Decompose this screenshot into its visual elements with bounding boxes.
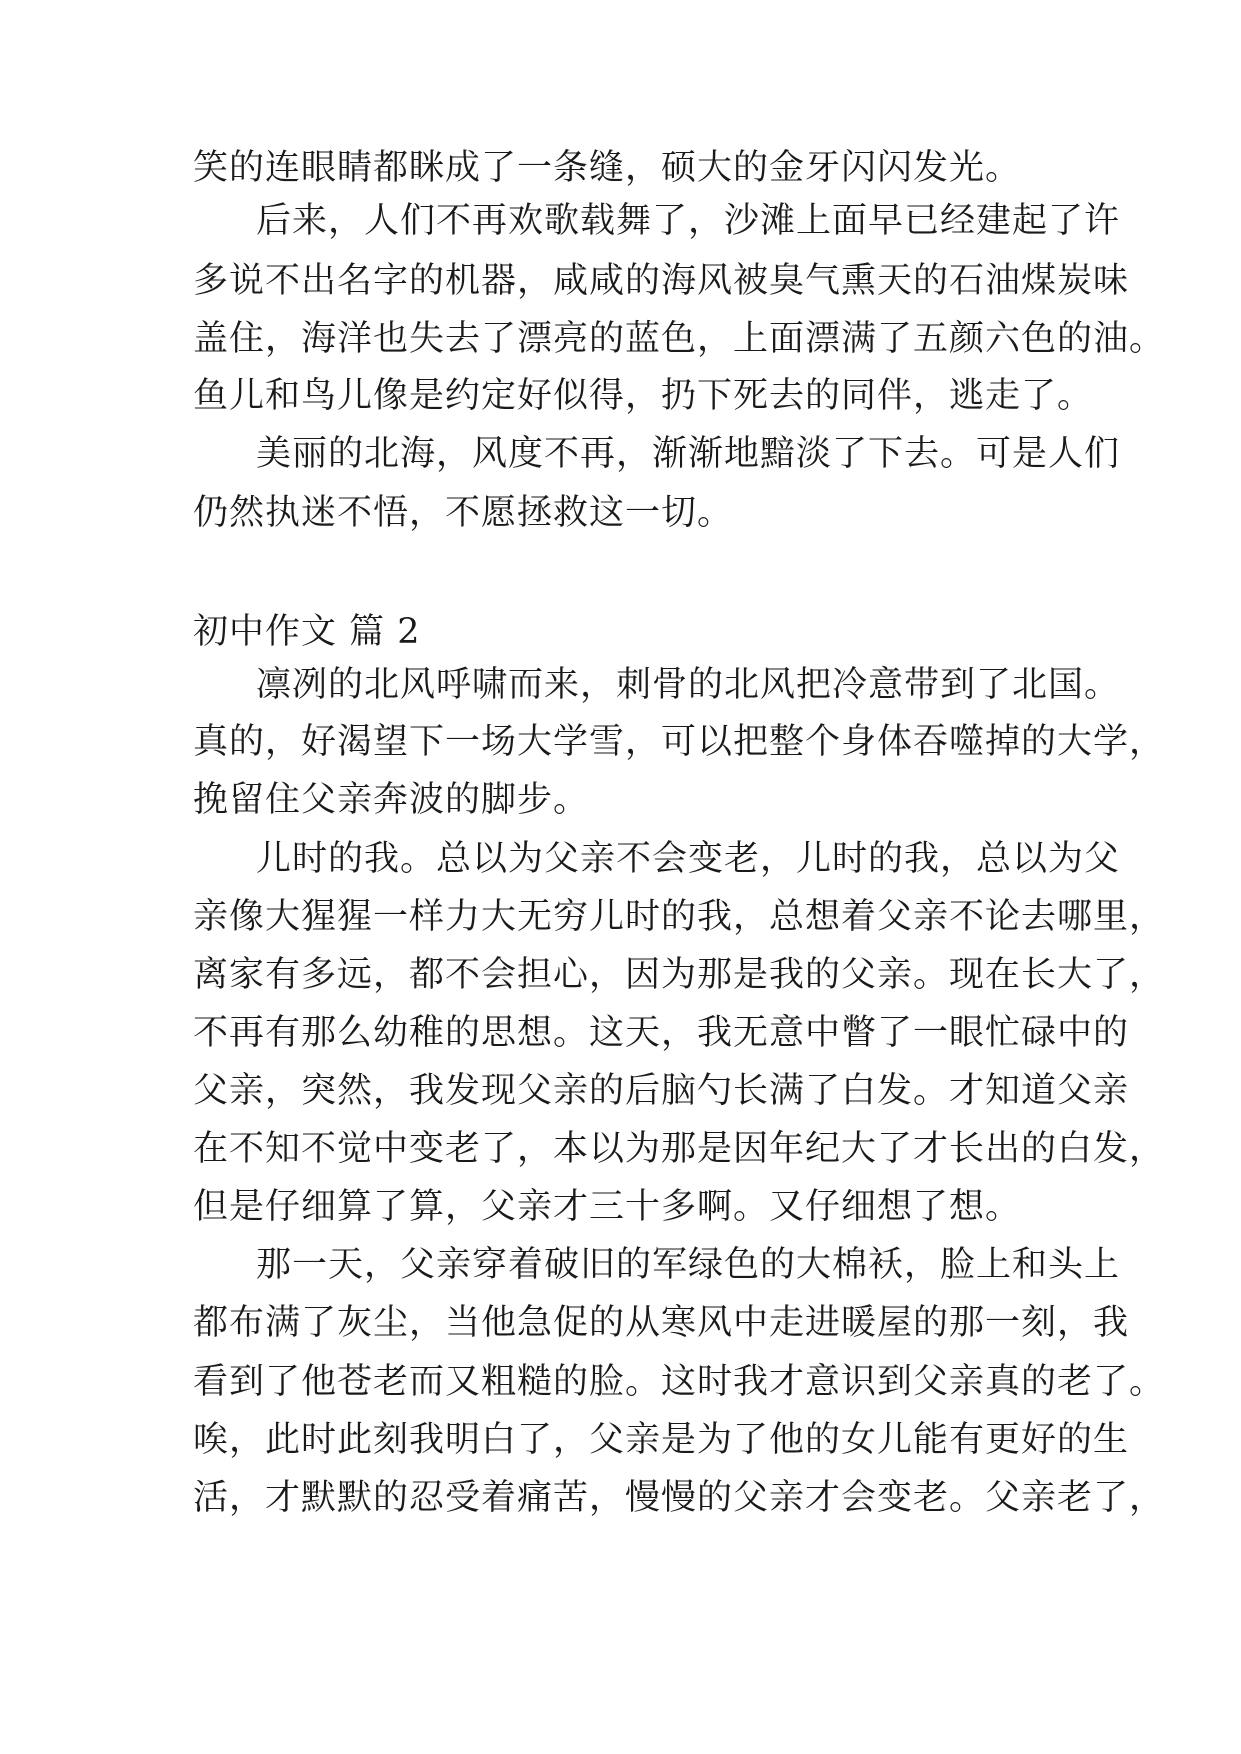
- paragraph-line: 都布满了灰尘，当他急促的从寒风中走进暖屋的那一刻，我: [193, 1303, 1130, 1343]
- paragraph-line: 儿时的我。总以为父亲不会变老，儿时的我，总以为父: [256, 839, 1121, 879]
- paragraph-line: 多说不出名字的机器，咸咸的海风被臭气熏天的石油煤炭味: [193, 261, 1130, 301]
- paragraph-line: 父亲，突然，我发现父亲的后脑勺长满了白发。才知道父亲: [193, 1071, 1130, 1111]
- paragraph-line: 真的，好渴望下一场大学雪，可以把整个身体吞噬掉的大学，: [193, 722, 1166, 762]
- paragraph-line: 那一天，父亲穿着破旧的军绿色的大棉袄，脸上和头上: [256, 1245, 1121, 1285]
- paragraph-line: 亲像大猩猩一样力大无穷儿时的我，总想着父亲不论去哪里，: [193, 897, 1166, 937]
- paragraph-line: 不再有那么幼稚的思想。这天，我无意中瞥了一眼忙碌中的: [193, 1013, 1130, 1053]
- paragraph-line: 笑的连眼睛都眯成了一条缝，硕大的金牙闪闪发光。: [193, 148, 1022, 188]
- paragraph-line: 挽留住父亲奔波的脚步。: [193, 780, 590, 820]
- paragraph-line: 盖住，海洋也失去了漂亮的蓝色，上面漂满了五颜六色的油。: [193, 319, 1166, 359]
- paragraph-line: 鱼儿和鸟儿像是约定好似得，扔下死去的同伴，逃走了。: [193, 376, 1094, 416]
- section-heading: 初中作文 篇 2: [193, 612, 421, 652]
- paragraph-line: 但是仔细算了算，父亲才三十多啊。又仔细想了想。: [193, 1187, 1022, 1227]
- paragraph-line: 凛冽的北风呼啸而来，刺骨的北风把冷意带到了北国。: [256, 665, 1121, 705]
- paragraph-line: 在不知不觉中变老了，本以为那是因年纪大了才长出的白发，: [193, 1129, 1166, 1169]
- paragraph-line: 离家有多远，都不会担心，因为那是我的父亲。现在长大了，: [193, 955, 1166, 995]
- paragraph-line: 美丽的北海，风度不再，渐渐地黯淡了下去。可是人们: [256, 434, 1121, 474]
- paragraph-line: 活，才默默的忍受着痛苦，慢慢的父亲才会变老。父亲老了，: [193, 1478, 1166, 1518]
- paragraph-line: 看到了他苍老而又粗糙的脸。这时我才意识到父亲真的老了。: [193, 1362, 1166, 1402]
- paragraph-line: 仍然执迷不悟，不愿拯救这一切。: [193, 493, 734, 533]
- paragraph-line: 唉，此时此刻我明白了，父亲是为了他的女儿能有更好的生: [193, 1420, 1130, 1460]
- paragraph-line: 后来，人们不再欢歌载舞了，沙滩上面早已经建起了许: [256, 201, 1121, 241]
